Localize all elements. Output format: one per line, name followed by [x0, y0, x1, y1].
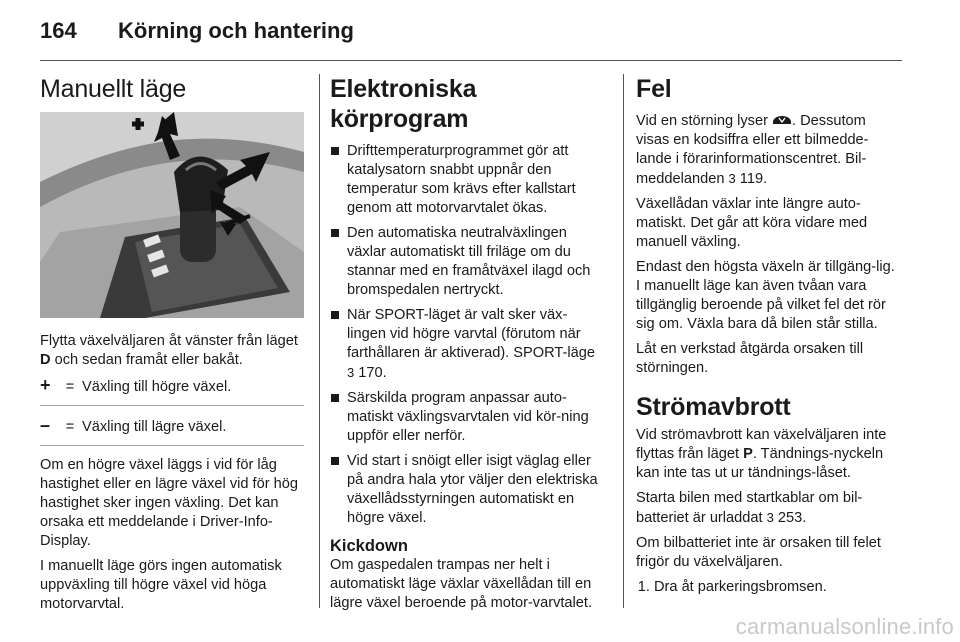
bullet-square-icon	[331, 394, 339, 402]
paragraph-text: . Dessutom visas en kodsiffra eller ett bilmedde-lande i förarinformationscentret. Bil-meddelanden	[636, 113, 869, 187]
bullet-square-icon	[331, 229, 339, 237]
caption-text: Flytta växelväljaren åt vänster från läget	[40, 333, 298, 349]
plus-icon: +	[40, 375, 51, 395]
section-heading-manual-mode: Manuellt läge	[40, 75, 187, 103]
paragraph: Om en högre växel läggs i vid för låg hastighet eller en lägre växel vid för hög hastighet sker ingen växling. Det kan orsaka ett meddelande i Driver-Info-Display.	[40, 457, 298, 549]
list-item	[330, 389, 602, 446]
list-item-text: Drifttemperaturprogrammet gör att katalysatorn snabbt uppnår den temperatur som krävs efter kallstart genom att motorvarvtalet ökas.	[347, 143, 576, 216]
paragraph-text: Vid en störning lyser	[636, 113, 773, 129]
paragraph-text: Vid strömavbrott kan växelväljaren inte flyttas från läget	[636, 427, 887, 462]
column-divider-1	[319, 74, 320, 608]
bullet-square-icon	[331, 457, 339, 465]
header-rule	[40, 60, 902, 61]
gear-selector-illustration	[40, 112, 304, 318]
gear-letter-p: P	[743, 446, 753, 462]
bullet-square-icon	[331, 147, 339, 155]
column-electronic-programs	[330, 74, 602, 619]
legend-text: Växling till lägre växel.	[82, 419, 227, 435]
minus-icon: –	[40, 415, 51, 435]
legend-divider	[40, 405, 304, 406]
legend-text: Växling till högre växel.	[82, 379, 232, 395]
page-reference-icon[interactable]: 3	[347, 365, 355, 380]
program-list	[330, 142, 602, 528]
paragraph: I manuellt läge görs ingen automatisk uppväxling till högre växel vid höga motorvarvtal.	[40, 558, 282, 612]
list-item	[330, 452, 602, 528]
paragraph	[636, 426, 902, 483]
bullet-square-icon	[331, 311, 339, 319]
watermark: carmanualsonline.info	[735, 614, 954, 639]
page-number: 164	[40, 18, 77, 43]
subheading-kickdown: Kickdown	[330, 537, 408, 555]
page-reference-icon[interactable]: 3	[766, 510, 774, 525]
legend-equals: =	[65, 419, 75, 435]
paragraph: Om bilbatteriet inte är orsaken till felet frigör du växelväljaren.	[636, 535, 881, 570]
column-faults	[636, 74, 902, 597]
caption-text-end: och sedan framåt eller bakåt.	[50, 352, 243, 368]
caption-gear-letter: D	[40, 352, 51, 368]
column-manual-mode	[40, 74, 304, 620]
section-heading-faults: Fel	[636, 75, 672, 103]
page-header	[40, 18, 902, 58]
paragraph: Endast den högsta växeln är tillgäng-lig. I manuellt läge kan även tvåan vara tillgänglig beroende på vilket fel det rör sig om. Växla bara då bilen står stilla.	[636, 259, 895, 332]
paragraph: Växellådan växlar inte längre auto-matiskt. Det går att köra vidare med manuell växling.	[636, 196, 868, 250]
column-divider-2	[623, 74, 624, 608]
paragraph-text: Starta bilen med startkablar om bil-batteriet är urladdat	[636, 490, 863, 526]
step-item: 1. Dra åt parkeringsbromsen.	[654, 578, 902, 597]
paragraph	[636, 489, 902, 528]
list-item-text: När SPORT-läget är valt sker väx-lingen vid högre varvtal (förutom när farthållaren är aktiverad). SPORT-läge	[347, 307, 595, 361]
page-reference-number[interactable]: 253.	[773, 510, 807, 526]
list-item	[330, 142, 602, 218]
list-item-text: Särskilda program anpassar auto-matiskt växlingsvarvtalen vid kör-ning uppför eller nerför.	[347, 390, 589, 444]
page-reference-number[interactable]: 170.	[354, 365, 387, 381]
running-title: Körning och hantering	[118, 18, 354, 43]
steps-list	[636, 578, 902, 597]
legend-row-upshift	[40, 376, 304, 397]
list-item-text: Vid start i snöigt eller isigt väglag eller på andra hala ytor väljer den elektriska växellådsstyrningen automatiskt en högre växel.	[347, 453, 598, 526]
figure-caption	[40, 332, 304, 370]
list-item	[330, 306, 602, 383]
paragraph	[636, 112, 902, 189]
paragraph-text: . Tändnings-nyckeln kan inte tas ut ur tändnings-låset.	[636, 446, 884, 481]
legend-divider	[40, 445, 304, 446]
section-heading-power-failure: Strömavbrott	[636, 393, 791, 421]
paragraph: Om gaspedalen trampas ner helt i automatiskt läge växlar växellådan till en lägre växel beroende på motor-varvtalet.	[330, 557, 593, 611]
legend-row-downshift	[40, 416, 304, 437]
page-reference-icon[interactable]: 3	[728, 171, 736, 186]
legend-equals: =	[65, 379, 75, 395]
list-item	[330, 224, 602, 300]
section-heading-electronic-programs: Elektroniska körprogram	[330, 75, 477, 133]
list-item-text: Den automatiska neutralväxlingen växlar automatiskt till friläge om du stannar med en framåtväxel ilagd och bromspedalen nertryckt.	[347, 225, 591, 298]
transmission-warning-icon	[772, 114, 792, 126]
page-reference-number[interactable]: 119.	[735, 171, 768, 187]
paragraph: Låt en verkstad åtgärda orsaken till störningen.	[636, 341, 864, 376]
